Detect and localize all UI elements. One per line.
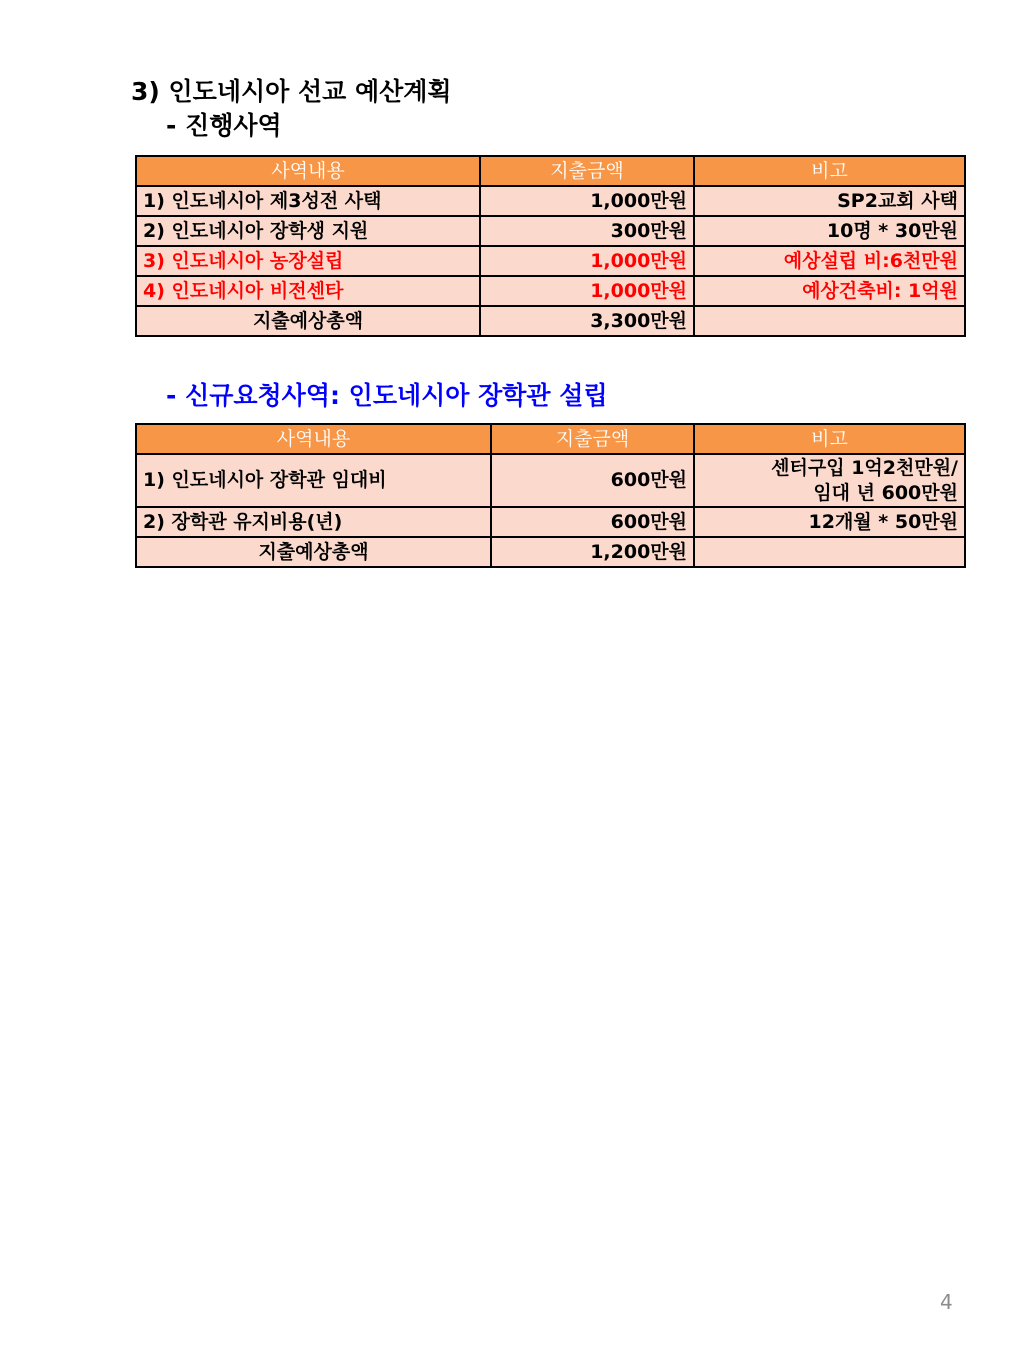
header-project: 사역내용 [136,156,480,186]
header-note: 비고 [694,424,965,454]
cell-amount: 600만원 [491,454,694,507]
cell-amount: 1,000만원 [480,246,694,276]
header-amount: 지출금액 [480,156,694,186]
cell-amount: 1,000만원 [480,186,694,216]
new-project-table [135,423,966,568]
cell-note: 10명 * 30만원 [694,216,965,246]
table-row [136,186,965,216]
cell-item: 1) 인도네시아 장학관 임대비 [136,454,491,507]
total-note [694,537,965,567]
cell-note: SP2교회 사택 [694,186,965,216]
cell-amount: 600만원 [491,507,694,537]
ongoing-projects-title: - 진행사역 [166,111,282,140]
cell-amount: 300만원 [480,216,694,246]
cell-item: 2) 장학관 유지비용(년) [136,507,491,537]
total-label: 지출예상총액 [136,306,480,336]
new-project-title: - 신규요청사역: 인도네시아 장학관 설립 [166,381,608,410]
note-line: 임대 년 600만원 [813,481,958,504]
cell-item: 2) 인도네시아 장학생 지원 [136,216,480,246]
cell-item: 3) 인도네시아 농장설립 [136,246,480,276]
cell-item: 1) 인도네시아 제3성전 사택 [136,186,480,216]
cell-amount: 1,000만원 [480,276,694,306]
total-row [136,537,965,567]
section-heading: 3) 인도네시아 선교 예산계획 [131,77,452,106]
cell-note: 예상건축비: 1억원 [694,276,965,306]
total-label: 지출예상총액 [136,537,491,567]
cell-note [694,454,965,507]
cell-note: 12개월 * 50만원 [694,507,965,537]
cell-item: 4) 인도네시아 비전센타 [136,276,480,306]
page-number: 4 [940,1290,953,1314]
total-note [694,306,965,336]
table-row [136,216,965,246]
total-amount: 1,200만원 [491,537,694,567]
cell-note: 예상설립 비:6천만원 [694,246,965,276]
table-row [136,246,965,276]
header-note: 비고 [694,156,965,186]
table-header-row [136,156,965,186]
header-amount: 지출금액 [491,424,694,454]
ongoing-projects-table [135,155,966,337]
total-amount: 3,300만원 [480,306,694,336]
table-row [136,276,965,306]
table-header-row [136,424,965,454]
table-row [136,454,965,507]
note-line: 센터구입 1억2천만원/ [771,456,958,479]
total-row [136,306,965,336]
header-project: 사역내용 [136,424,491,454]
table-row [136,507,965,537]
